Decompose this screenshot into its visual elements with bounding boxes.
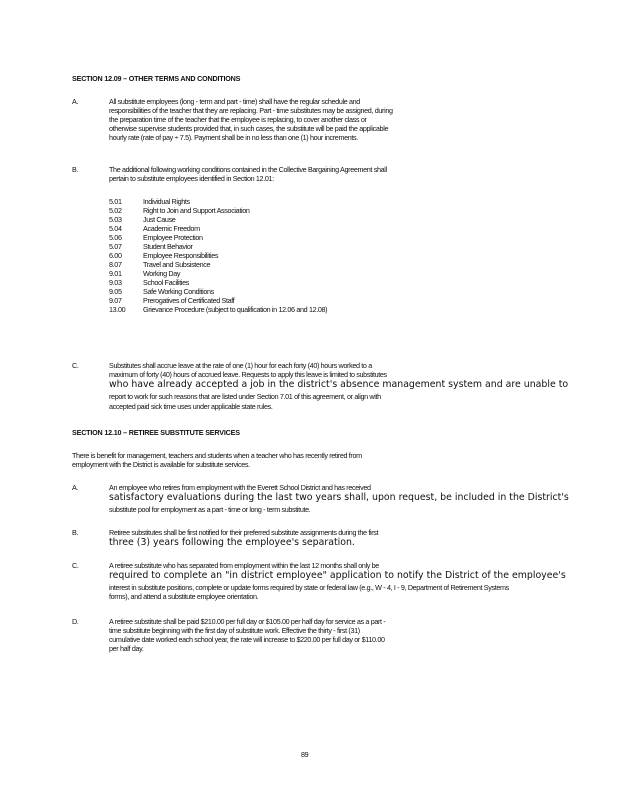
retiree-c-line-2: required to complete an "in district employee" application to notify the District of the employee's — [109, 570, 566, 581]
article-number: 9.05 — [109, 287, 122, 296]
article-number: 9.01 — [109, 269, 122, 278]
article-number: 5.01 — [109, 197, 122, 206]
retiree-c-line-1: A retiree substitute who has separated from employment within the last 12 months shall only be — [109, 561, 379, 570]
intro-line-2: employment with the District is available for substitute services. — [72, 460, 250, 469]
item-c-line-2: maximum of forty (40) hours of accrued leave. Requests to apply this leave is limited to substitutes — [109, 370, 387, 379]
retiree-b-line-1: Retiree substitutes shall be first notified for their preferred substitute assignments during the first — [109, 528, 379, 537]
article-title: Employee Protection — [143, 233, 203, 242]
article-number: 9.03 — [109, 278, 122, 287]
article-number: 5.04 — [109, 224, 122, 233]
article-title: Prerogatives of Certificated Staff — [143, 296, 235, 305]
item-letter: C. — [72, 561, 79, 570]
item-a-line-2: responsibilities of the teacher that they are replacing. Part - time substitutes may be assigned, during — [109, 106, 393, 115]
article-number: 13.00 — [109, 305, 126, 314]
item-a-line-1: All substitute employees (long - term and part - time) shall have the regular schedule and — [109, 97, 360, 106]
retiree-d-line-3: cumulative date worked each school year, the rate will increase to $220.00 per full day or $110.00 — [109, 635, 385, 644]
retiree-a-line-2: satisfactory evaluations during the last two years shall, upon request, be included in the District's — [109, 492, 569, 503]
section-12-10-heading: SECTION 12.10 – RETIREE SUBSTITUTE SERVICES — [72, 428, 240, 437]
retiree-a-line-3: substitute pool for employment as a part - time or long - term substitute. — [109, 505, 311, 514]
article-number: 5.03 — [109, 215, 122, 224]
item-c-line-3: who have already accepted a job in the district's absence management system and are unable to — [109, 379, 569, 390]
article-title: Employee Responsibilities — [143, 251, 219, 260]
item-c-line-5: accepted paid sick time uses under applicable state rules. — [109, 402, 273, 411]
item-letter: A. — [72, 483, 79, 492]
article-title: Working Day — [143, 269, 181, 278]
item-letter: B. — [72, 165, 79, 174]
retiree-d-line-2: time substitute beginning with the first day of substitute work. Effective the thirty - first (31) — [109, 626, 360, 635]
section-12-09-heading: SECTION 12.09 – OTHER TERMS AND CONDITIONS — [72, 74, 241, 83]
item-c-line-4: report to work for such reasons that are listed under Section 7.01 of this agreement, or align with — [109, 392, 381, 401]
article-title: Travel and Subsistence — [143, 260, 211, 269]
item-letter: D. — [72, 617, 79, 626]
article-title: Right to Join and Support Association — [143, 206, 250, 215]
item-b-line-1: The additional following working conditions contained in the Collective Bargaining Agreement shall — [109, 165, 387, 174]
article-title: Student Behavior — [143, 242, 193, 251]
article-number: 6.00 — [109, 251, 122, 260]
article-title: Grievance Procedure (subject to qualification in 12.06 and 12.08) — [143, 305, 328, 314]
article-title: Academic Freedom — [143, 224, 200, 233]
retiree-c-line-3: interest in substitute positions, complete or update forms required by state or federal law (e.g., W - 4, I - 9, Department of Retirement Systems forms), and attend a substitute employee orientation. — [109, 583, 509, 601]
article-number: 5.07 — [109, 242, 122, 251]
article-title: Just Cause — [143, 215, 176, 224]
item-letter: C. — [72, 361, 79, 370]
item-c-line-1: Substitutes shall accrue leave at the rate of one (1) hour for each forty (40) hours worked to a — [109, 361, 372, 370]
item-a-line-5: hourly rate (rate of pay ÷ 7.5). Payment shall be in no less than one (1) hour increments. — [109, 133, 358, 142]
article-number: 8.07 — [109, 260, 122, 269]
intro-line-1: There is benefit for management, teachers and students when a teacher who has recently retired from — [72, 451, 362, 460]
item-a-line-4: otherwise supervise students provided that, in such cases, the substitute will be paid the applicable — [109, 124, 389, 133]
page-number: 89 — [301, 750, 309, 759]
article-number: 9.07 — [109, 296, 122, 305]
article-number: 5.02 — [109, 206, 122, 215]
retiree-a-line-1: An employee who retires from employment with the Everett School District and has received — [109, 483, 371, 492]
retiree-d-line-4: per half day. — [109, 644, 144, 653]
item-b-line-2: pertain to substitute employees identified in Section 12.01: — [109, 174, 274, 183]
retiree-b-line-2: three (3) years following the employee's separation. — [109, 537, 355, 548]
article-title: School Facilities — [143, 278, 189, 287]
item-a-line-3: the preparation time of the teacher that the employee is replacing, to cover another class or — [109, 115, 367, 124]
item-letter: B. — [72, 528, 79, 537]
article-title: Safe Working Conditions — [143, 287, 214, 296]
article-title: Individual Rights — [143, 197, 190, 206]
item-letter: A. — [72, 97, 79, 106]
article-number: 5.06 — [109, 233, 122, 242]
retiree-d-line-1: A retiree substitute shall be paid $210.00 per full day or $105.00 per half day for service as a part - — [109, 617, 386, 626]
